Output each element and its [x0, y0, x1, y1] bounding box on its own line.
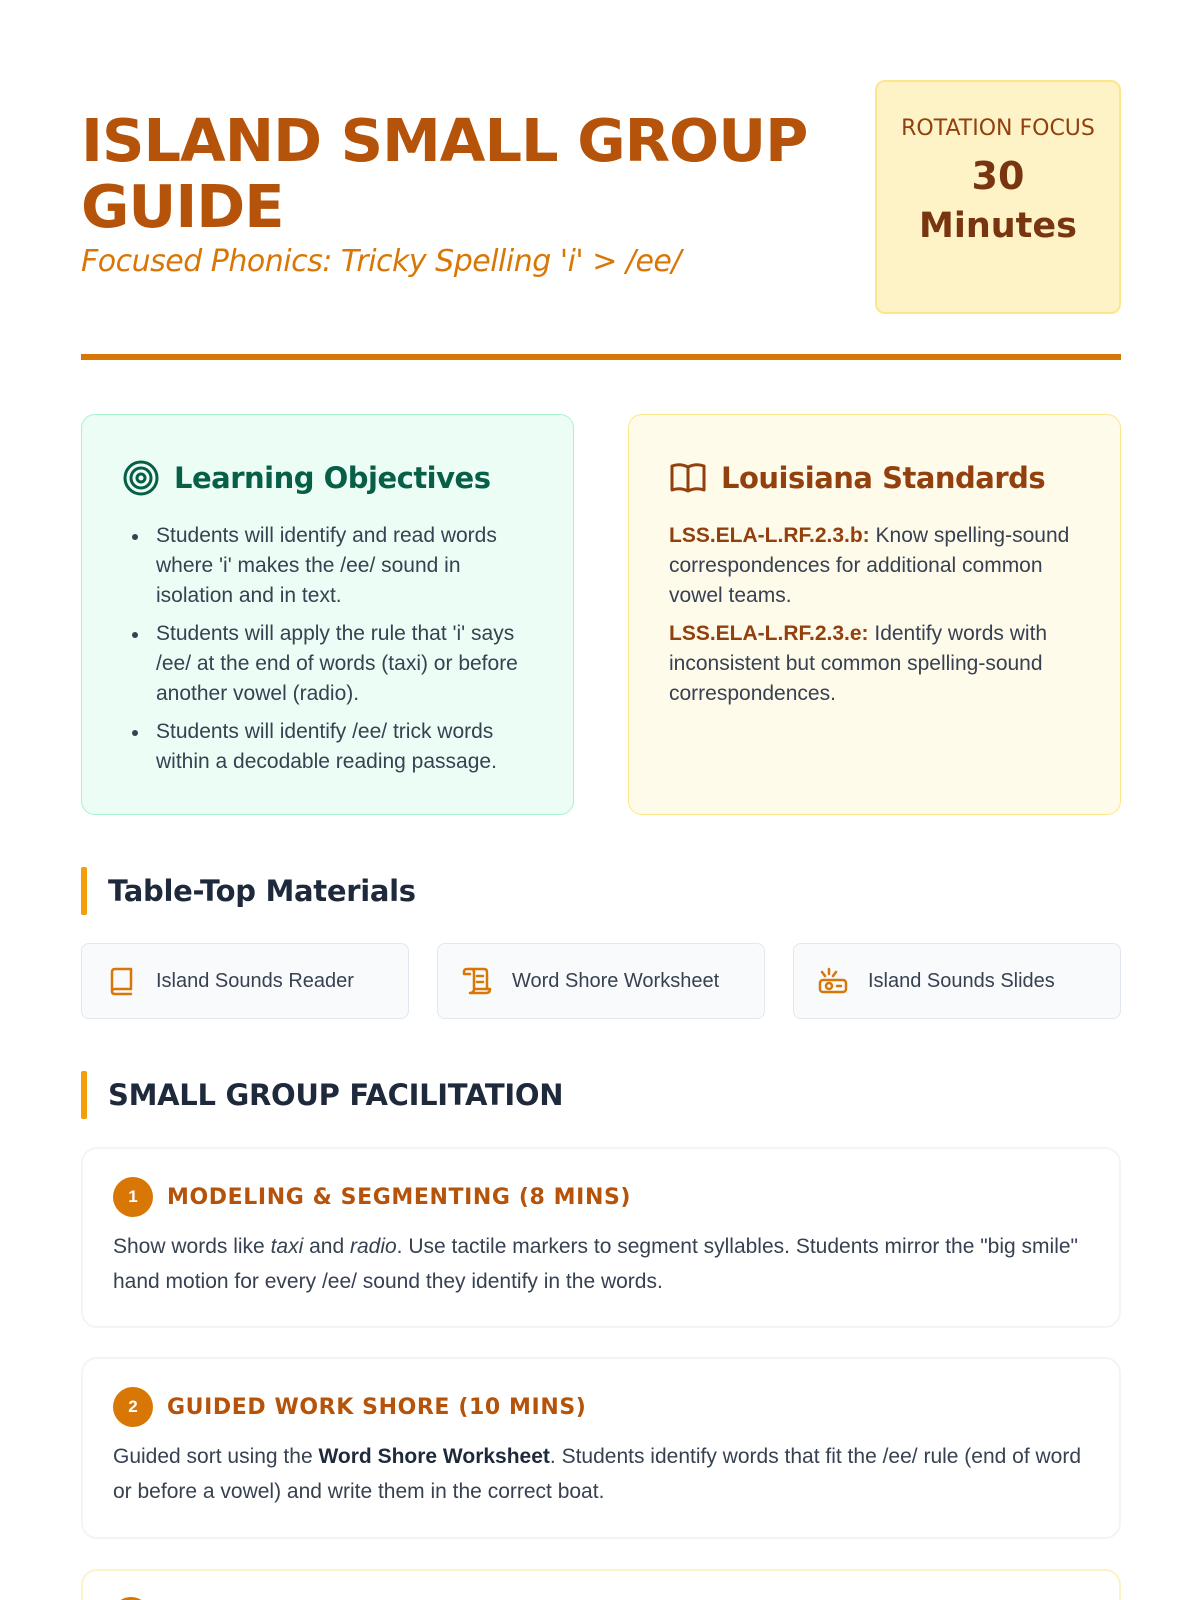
material-island-sounds-slides — [793, 943, 1121, 1019]
page-header — [81, 80, 1121, 314]
target-icon — [122, 459, 160, 497]
learning-objectives-header — [122, 459, 533, 497]
learning-objectives-title: Learning Objectives — [174, 461, 491, 495]
objectives-list — [122, 521, 533, 777]
material-reference: Word Shore Worksheet — [318, 1445, 550, 1468]
louisiana-standards-header — [669, 459, 1080, 497]
step-text: Guided sort using the — [113, 1445, 319, 1468]
rotation-label: ROTATION FOCUS — [901, 116, 1095, 141]
step-text: . Students identify words that fit the /ee/ rule (end of word or before a vowel) and write them in the correct boat. — [113, 1445, 1082, 1503]
standard-description: Identify words with inconsistent but common spelling-sound correspondences. — [669, 622, 1048, 705]
step-number-badge: 2 — [113, 1387, 153, 1427]
page-subtitle: Focused Phonics: Tricky Spelling 'i' > /ee/ — [81, 244, 681, 279]
materials-title: Table-Top Materials — [108, 874, 416, 908]
step-number-badge: 1 — [113, 1177, 153, 1217]
example-word: radio — [349, 1235, 397, 1258]
scroll-icon — [462, 966, 492, 996]
rotation-focus-badge — [875, 80, 1121, 314]
facilitation-title: SMALL GROUP FACILITATION — [108, 1078, 564, 1112]
standard-description: Know spelling-sound correspondences for additional common vowel teams. — [669, 524, 1070, 607]
standard-code: LSS.ELA-L.RF.2.3.e: — [669, 622, 869, 645]
material-label: Island Sounds Slides — [868, 969, 1055, 992]
page-title: ISLAND SMALL GROUP GUIDE — [81, 106, 808, 241]
louisiana-standards-title: Louisiana Standards — [721, 461, 1046, 495]
book-icon — [106, 966, 136, 996]
step-text: Show words like — [113, 1235, 271, 1258]
standard-code: LSS.ELA-L.RF.2.3.b: — [669, 524, 870, 547]
material-label: Word Shore Worksheet — [512, 969, 720, 992]
lesson-guide-page — [81, 0, 1121, 1600]
step-text: . Use tactile markers to segment syllables. Students mirror the "big smile" hand motion for every /ee/ sound they identify in the words. — [113, 1235, 1078, 1293]
facilitation-heading — [81, 1071, 563, 1119]
projector-icon — [818, 966, 848, 996]
standard-item — [669, 521, 1080, 611]
material-word-shore-worksheet — [437, 943, 765, 1019]
step-title: GUIDED WORK SHORE (10 MINS) — [167, 1394, 587, 1420]
step-header — [113, 1177, 1089, 1217]
material-island-sounds-reader — [81, 943, 409, 1019]
material-label: Island Sounds Reader — [156, 969, 354, 992]
facilitation-step-3-partial — [81, 1569, 1121, 1600]
louisiana-standards-card — [628, 414, 1121, 815]
section-accent-bar — [81, 1071, 87, 1119]
step-text: and — [303, 1235, 350, 1258]
example-word: taxi — [270, 1235, 304, 1258]
step-description — [113, 1229, 1089, 1299]
rotation-minutes-value: 30 — [971, 154, 1025, 198]
open-book-icon — [669, 459, 707, 497]
step-header — [113, 1387, 1089, 1427]
learning-objectives-card — [81, 414, 574, 815]
standard-item — [669, 619, 1080, 709]
materials-list — [81, 943, 1121, 1019]
header-divider — [81, 354, 1121, 360]
step-description — [113, 1439, 1089, 1509]
section-accent-bar — [81, 867, 87, 915]
facilitation-step-2 — [81, 1357, 1121, 1539]
objective-item: Students will identify /ee/ trick words within a decodable reading passage. — [122, 717, 533, 777]
step-title: MODELING & SEGMENTING (8 MINS) — [167, 1184, 632, 1210]
facilitation-step-1 — [81, 1147, 1121, 1328]
objective-item: Students will identify and read words where 'i' makes the /ee/ sound in isolation and in text. — [122, 521, 533, 611]
rotation-minutes-unit: Minutes — [919, 206, 1077, 246]
materials-heading — [81, 867, 416, 915]
objective-item: Students will apply the rule that 'i' says /ee/ at the end of words (taxi) or before another vowel (radio). — [122, 619, 533, 709]
